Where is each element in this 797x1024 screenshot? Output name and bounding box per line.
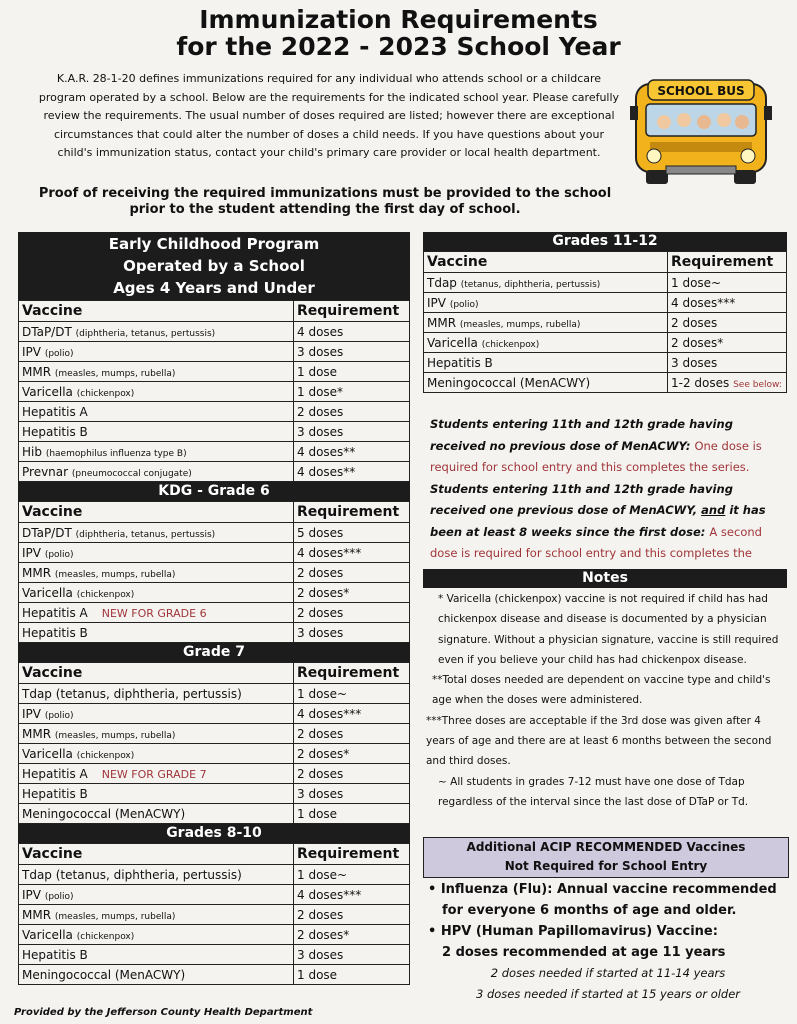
acip-hpv-line-1: • HPV (Human Papillomavirus) Vaccine: (428, 924, 718, 939)
acip-flu-line-1: • Influenza (Flu): Annual vaccine recommended (428, 882, 777, 897)
vaccine-requirement: 2 doses* (668, 333, 787, 353)
vaccine-desc: (measles, mumps, rubella) (54, 911, 176, 922)
intro-paragraph: K.A.R. 28-1-20 defines immunizations required for any individual who attends school or a childcare program operated by a school. Below are the requirements for the indicated school year. Please carefully review the requirements. The usual number of doses required are listed; however there are exceptional circumstances that could alter the number of doses a child needs. If you have questions about your child's immunization status, contact your child's primary care provider or local health department. (38, 72, 620, 159)
acip-hpv-line-3: 2 doses needed if started at 11-14 years (490, 966, 726, 980)
table-header-row (19, 502, 410, 523)
vaccine-name: Hepatitis A (22, 404, 88, 419)
table-row (19, 402, 410, 422)
vaccine-desc: (measles, mumps, rubella) (54, 368, 176, 379)
acip-title-1: Additional ACIP RECOMMENDED Vaccines (466, 840, 746, 854)
vaccine-name: Tdap (tetanus, diphtheria, pertussis) (22, 867, 242, 882)
table-row (19, 322, 410, 342)
bus-label: SCHOOL BUS (657, 84, 745, 98)
vaccine-requirement: 3 doses (294, 623, 410, 643)
note-total-doses: **Total doses needed are dependent on vaccine type and child's age when the doses were administered. (432, 674, 771, 707)
vaccine-name: Hepatitis A (22, 605, 88, 620)
new-badge: NEW FOR GRADE 6 (101, 606, 207, 620)
vaccine-requirement: 2 doses* (294, 925, 410, 945)
vaccine-name: Varicella (22, 384, 73, 399)
vaccine-header: Vaccine (19, 301, 294, 322)
table-row (19, 563, 410, 583)
vaccine-requirement: 1 dose (294, 965, 410, 985)
vaccine-header: Vaccine (19, 663, 294, 684)
vaccine-requirement: 4 doses*** (294, 543, 410, 563)
grades-11-12-table (423, 251, 787, 393)
vaccine-desc: (chickenpox) (76, 931, 135, 942)
vaccine-desc: (haemophilus influenza type B) (45, 448, 187, 459)
vaccine-desc: (tetanus, diphtheria, pertussis) (460, 279, 601, 290)
vaccine-requirement: 3 doses (294, 945, 410, 965)
requirement-header: Requirement (668, 252, 787, 273)
table-row (19, 704, 410, 724)
acip-hpv-line-4: 3 doses needed if started at 15 years or older (475, 987, 741, 1001)
title-line-1: Immunization Requirements (199, 5, 598, 34)
proof-line-2: prior to the student attending the first day of school. (129, 202, 521, 217)
early-childhood-header (18, 232, 410, 300)
table-row (424, 353, 787, 373)
table-row (19, 583, 410, 603)
table-row (19, 925, 410, 945)
table-row (424, 373, 787, 393)
vaccine-name: Hepatitis B (22, 625, 88, 640)
table-header-row (19, 844, 410, 865)
acip-flu-line-2: for everyone 6 months of age and older. (442, 903, 737, 918)
table-row (19, 362, 410, 382)
vaccine-name: Hepatitis B (427, 355, 493, 370)
table-row (19, 442, 410, 462)
grade-7-header: Grade 7 (18, 643, 410, 662)
vaccine-desc: (chickenpox) (76, 589, 135, 600)
menacwy-p2-bold-a: Students entering 11th and 12th grade having received one previous dose of MenACWY, (430, 481, 733, 517)
vaccine-requirement: 4 doses (294, 322, 410, 342)
vaccine-name: IPV (22, 706, 41, 721)
vaccine-requirement: 4 doses** (294, 442, 410, 462)
vaccine-name: Varicella (22, 585, 73, 600)
vaccine-name: Tdap (tetanus, diphtheria, pertussis) (22, 686, 242, 701)
vaccine-name: Prevnar (22, 464, 69, 479)
vaccine-requirement: 1 dose~ (294, 684, 410, 704)
vaccine-name: Tdap (427, 275, 457, 290)
kdg-header: KDG - Grade 6 (18, 482, 410, 501)
school-bus-icon (626, 76, 776, 188)
proof-statement (30, 186, 620, 218)
vaccine-name: MMR (22, 364, 52, 379)
vaccine-header: Vaccine (424, 252, 668, 273)
vaccine-name: DTaP/DT (22, 525, 72, 540)
footer-credit: Provided by the Jefferson County Health Department (14, 1007, 313, 1018)
vaccine-desc: (diphtheria, tetanus, pertussis) (75, 529, 216, 540)
menacwy-guidance (430, 414, 770, 586)
table-row (19, 462, 410, 482)
vaccine-desc: (measles, mumps, rubella) (54, 569, 176, 580)
new-badge: NEW FOR GRADE 7 (101, 767, 207, 781)
vaccine-name: Varicella (22, 927, 73, 942)
left-column (18, 232, 410, 985)
note-tdap: ~ All students in grades 7-12 must have one dose of Tdap regardless of the interval since the last dose of DTaP or Td. (438, 775, 749, 808)
menacwy-p1-red: One dose is required for school entry and this completes the series. (430, 438, 762, 474)
requirement-header: Requirement (294, 301, 410, 322)
vaccine-requirement: 3 doses (294, 784, 410, 804)
vaccine-requirement: 2 doses (294, 402, 410, 422)
table-row (19, 905, 410, 925)
vaccine-desc: (polio) (44, 348, 74, 359)
acip-title-2: Not Required for School Entry (504, 859, 708, 873)
table-row (424, 333, 787, 353)
vaccine-requirement: 2 doses (294, 724, 410, 744)
menacwy-p1-bold: Students entering 11th and 12th grade having received no previous dose of MenACWY: (430, 417, 733, 453)
grades-11-12-header: Grades 11-12 (423, 232, 787, 251)
vaccine-name: Hepatitis B (22, 786, 88, 801)
table-row (19, 865, 410, 885)
table-row (19, 724, 410, 744)
table-row (19, 422, 410, 442)
vaccine-name: MMR (427, 315, 457, 330)
vaccine-desc: (chickenpox) (481, 339, 540, 350)
vaccine-name: IPV (427, 295, 446, 310)
table-row (19, 342, 410, 362)
table-row (19, 784, 410, 804)
vaccine-requirement: 2 doses* (294, 744, 410, 764)
table-header-row (19, 663, 410, 684)
table-row (19, 744, 410, 764)
vaccine-name: Meningococcal (MenACWY) (22, 967, 186, 982)
note-varicella: * Varicella (chickenpox) vaccine is not required if child has had chickenpox disease and disease is documented by a physician signature. Without a physician signature, vaccine is still required even if you believe your child has had chickenpox disease. (438, 593, 779, 666)
vaccine-requirement: 4 doses*** (294, 704, 410, 724)
grades-11-12-block (423, 232, 787, 393)
grades-8-10-table (18, 843, 410, 985)
table-row (19, 885, 410, 905)
vaccine-name: Meningococcal (MenACWY) (427, 375, 591, 390)
vaccine-requirement: 3 doses (294, 422, 410, 442)
vaccine-desc: (measles, mumps, rubella) (54, 730, 176, 741)
table-row (424, 313, 787, 333)
vaccine-requirement: 1 dose (294, 804, 410, 824)
vaccine-name: MMR (22, 907, 52, 922)
vaccine-name: MMR (22, 726, 52, 741)
notes-header-block (423, 569, 787, 588)
vaccine-requirement: 5 doses (294, 523, 410, 543)
vaccine-name: Hib (22, 444, 42, 459)
early-childhood-table (18, 300, 410, 482)
vaccine-requirement: 2 doses (668, 313, 787, 333)
vaccine-name: Hepatitis B (22, 424, 88, 439)
table-row (19, 684, 410, 704)
see-below-note: See below: (733, 379, 782, 390)
table-row (424, 273, 787, 293)
page-title (0, 6, 797, 60)
vaccine-name: Meningococcal (MenACWY) (22, 806, 186, 821)
table-row (19, 623, 410, 643)
vaccine-requirement: 2 doses (294, 563, 410, 583)
vaccine-desc: (diphtheria, tetanus, pertussis) (75, 328, 216, 339)
vaccine-desc: (polio) (44, 549, 74, 560)
grade-7-table (18, 662, 410, 824)
vaccine-requirement: 3 doses (294, 342, 410, 362)
table-header-row (19, 301, 410, 322)
vaccine-desc: (polio) (44, 891, 74, 902)
vaccine-requirement: 1-2 doses (671, 375, 730, 390)
vaccine-name: Hepatitis B (22, 947, 88, 962)
vaccine-name: Varicella (22, 746, 73, 761)
vaccine-desc: (chickenpox) (76, 750, 135, 761)
grades-8-10-header: Grades 8-10 (18, 824, 410, 843)
table-row (19, 543, 410, 563)
table-row (424, 293, 787, 313)
table-row (19, 945, 410, 965)
vaccine-requirement: 2 doses* (294, 583, 410, 603)
early-title-1: Early Childhood Program (108, 235, 320, 253)
menacwy-p2-red: A second dose is required for school entry and this completes the (430, 524, 762, 560)
vaccine-name: DTaP/DT (22, 324, 72, 339)
table-row (19, 523, 410, 543)
requirement-header: Requirement (294, 663, 410, 684)
menacwy-p2-and: and (701, 503, 726, 517)
vaccine-requirement: 4 doses*** (668, 293, 787, 313)
proof-line-1: Proof of receiving the required immunizations must be provided to the school (38, 186, 612, 201)
menacwy-p2-bold-b: it has been at least 8 weeks since the first dose: (430, 503, 766, 539)
note-three-doses: ***Three doses are acceptable if the 3rd dose was given after 4 years of age and there are at least 6 months between the second and third doses. (426, 714, 772, 768)
vaccine-header: Vaccine (19, 502, 294, 523)
vaccine-requirement: 4 doses*** (294, 885, 410, 905)
vaccine-requirement: 4 doses** (294, 462, 410, 482)
kdg-table (18, 501, 410, 643)
vaccine-desc: (pneumococcal conjugate) (71, 468, 192, 479)
table-row (19, 804, 410, 824)
notes-section (424, 589, 786, 812)
table-row (19, 382, 410, 402)
requirement-header: Requirement (294, 844, 410, 865)
vaccine-desc: (polio) (449, 299, 479, 310)
vaccine-requirement: 1 dose (294, 362, 410, 382)
table-header-row (424, 252, 787, 273)
vaccine-desc: (chickenpox) (76, 388, 135, 399)
vaccine-name: IPV (22, 545, 41, 560)
table-row (19, 965, 410, 985)
vaccine-requirement: 3 doses (668, 353, 787, 373)
requirement-header: Requirement (294, 502, 410, 523)
vaccine-name: Hepatitis A (22, 766, 88, 781)
acip-header (423, 837, 789, 878)
table-row (19, 764, 410, 784)
notes-header: Notes (423, 569, 787, 588)
vaccine-requirement: 1 dose~ (668, 273, 787, 293)
vaccine-desc: (polio) (44, 710, 74, 721)
acip-list (428, 879, 788, 1005)
early-title-3: Ages 4 Years and Under (113, 279, 315, 297)
table-row (19, 603, 410, 623)
vaccine-requirement: 2 doses (294, 603, 410, 623)
vaccine-header: Vaccine (19, 844, 294, 865)
vaccine-requirement: 1 dose~ (294, 865, 410, 885)
vaccine-name: IPV (22, 344, 41, 359)
vaccine-name: IPV (22, 887, 41, 902)
vaccine-name: Varicella (427, 335, 478, 350)
vaccine-name: MMR (22, 565, 52, 580)
vaccine-requirement: 2 doses (294, 764, 410, 784)
title-line-2: for the 2022 - 2023 School Year (176, 32, 621, 61)
early-title-2: Operated by a School (123, 257, 305, 275)
vaccine-requirement: 2 doses (294, 905, 410, 925)
vaccine-desc: (measles, mumps, rubella) (459, 319, 581, 330)
vaccine-requirement: 1 dose* (294, 382, 410, 402)
acip-hpv-line-2: 2 doses recommended at age 11 years (442, 945, 726, 960)
